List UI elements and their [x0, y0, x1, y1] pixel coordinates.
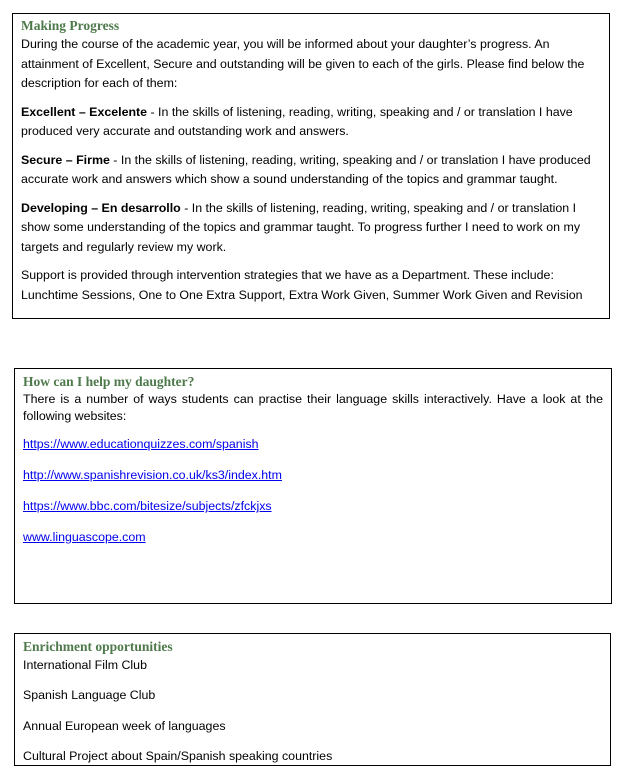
enrichment-item: Annual European week of languages — [23, 719, 226, 733]
link-bbc-bitesize[interactable]: https://www.bbc.com/bitesize/subjects/zfckjxs — [23, 499, 272, 513]
level-description: - In the skills of listening, reading, writing, speaking and / or translation I have produced accurate work and answers which show a sound understanding of the topics and grammar taught. — [21, 152, 591, 186]
level-description: - In the skills of listening, reading, writing, speaking and / or translation I show some understanding of the topics and grammar taught. To progress further I need to work on my targets and regularly review my work. — [21, 200, 581, 254]
help-heading: How can I help my daughter? — [23, 374, 195, 389]
level-developing — [21, 199, 601, 258]
enrichment-heading: Enrichment opportunities — [23, 639, 173, 654]
enrichment-box — [14, 633, 611, 766]
making-progress-heading: Making Progress — [21, 18, 120, 33]
help-daughter-box — [14, 368, 612, 604]
link-linguascope[interactable]: www.linguascope.com — [23, 530, 146, 544]
help-intro: There is a number of ways students can practise their language skills interactively. Have a look at the following websites: — [23, 392, 603, 423]
level-secure — [21, 151, 601, 190]
level-description: - In the skills of listening, reading, writing, speaking and / or translation I have produced very accurate and outstanding work and answers. — [21, 104, 573, 138]
making-progress-box — [12, 13, 610, 319]
enrichment-item: International Film Club — [23, 658, 147, 672]
link-spanishrevision[interactable]: http://www.spanishrevision.co.uk/ks3/index.htm — [23, 468, 282, 482]
level-term: Developing – En desarrollo — [21, 200, 181, 215]
level-term: Excellent – Excelente — [21, 104, 148, 119]
level-excellent — [21, 103, 601, 142]
enrichment-item: Spanish Language Club — [23, 688, 156, 702]
support-text: Support is provided through intervention strategies that we have as a Department. These include: Lunchtime Sessions, One to One Extra Support, Extra Work Given, Summer Work Given and Revision — [21, 268, 583, 302]
enrichment-item: Cultural Project about Spain/Spanish speaking countries — [23, 749, 333, 763]
link-educationquizzes[interactable]: https://www.educationquizzes.com/spanish — [23, 437, 259, 451]
progress-intro: During the course of the academic year, you will be informed about your daughter’s progress. An attainment of Excellent, Secure and outstanding will be given to each of the girls. Please find below the description for each of them: — [21, 37, 585, 90]
level-term: Secure – Firme — [21, 152, 110, 167]
